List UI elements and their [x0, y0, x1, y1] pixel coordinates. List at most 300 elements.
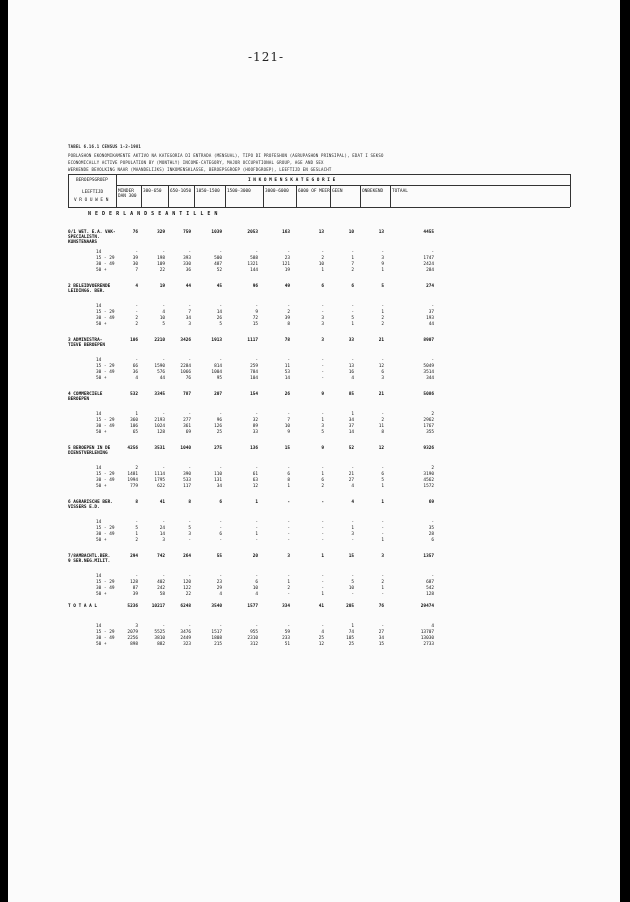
data-cell: - — [287, 592, 290, 597]
data-cell: 3 — [188, 322, 191, 327]
data-cell: - — [321, 520, 324, 525]
data-cell: 5 — [351, 580, 354, 585]
header-line: WERKENDE BEVOLKING NAAR (MAANDELIJKS) INKOMENSKLASSE, BEROEPSGROEP (HOOFDGROEP), LEEFTIJD EN GESLACHT — [68, 167, 332, 172]
data-cell: 6 — [381, 370, 384, 375]
age-label: 30 - 49 — [96, 262, 115, 267]
group-label: 9 SER.NEG.MILIT. — [68, 559, 111, 564]
data-cell: - — [188, 624, 191, 629]
data-cell: - — [219, 538, 222, 543]
data-cell: 22 — [159, 268, 165, 273]
total-cell: 44 — [185, 284, 191, 289]
data-cell: 3 — [381, 256, 384, 261]
data-cell: 4 — [255, 592, 258, 597]
data-cell: 69 — [185, 430, 191, 435]
data-cell: 2 — [381, 316, 384, 321]
page-number: -121- — [248, 50, 285, 64]
data-cell: 10 — [348, 586, 354, 591]
data-cell: - — [162, 358, 165, 363]
data-cell: 1 — [381, 538, 384, 543]
data-cell: 21 — [348, 472, 354, 477]
data-cell: 193 — [426, 316, 434, 321]
data-cell: 233 — [282, 636, 290, 641]
data-cell: 27 — [348, 478, 354, 483]
data-cell: 1808 — [211, 636, 222, 641]
age-label: 15 - 29 — [96, 418, 115, 423]
data-cell: 1 — [351, 526, 354, 531]
total-cell: 8 — [188, 500, 191, 505]
data-cell: 330 — [183, 262, 191, 267]
column-head: LEEFTIJD — [82, 190, 104, 195]
data-cell: 784 — [250, 370, 258, 375]
total-cell: 2053 — [247, 230, 258, 235]
total-cell: 85 — [348, 392, 354, 397]
data-cell: 61 — [252, 472, 258, 477]
data-cell: 59 — [284, 630, 290, 635]
data-cell: - — [188, 412, 191, 417]
total-cell: 1357 — [423, 554, 434, 559]
data-cell: - — [162, 466, 165, 471]
data-cell: 121 — [282, 262, 290, 267]
total-cell: 76 — [378, 604, 384, 609]
data-cell: 3 — [351, 532, 354, 537]
data-cell: - — [135, 574, 138, 579]
data-cell: - — [255, 304, 258, 309]
total-cell: 2210 — [154, 338, 165, 343]
data-cell: - — [321, 250, 324, 255]
data-cell: - — [162, 574, 165, 579]
total-cell: 1 — [255, 500, 258, 505]
data-cell: 5 — [351, 316, 354, 321]
data-cell: 284 — [426, 268, 434, 273]
data-cell: 2 — [431, 466, 434, 471]
data-cell: - — [321, 532, 324, 537]
group-label: 6 AGRARISCHE BER. — [68, 500, 113, 505]
group-label: 3 ADMINISTRA- — [68, 338, 103, 343]
data-cell: - — [287, 526, 290, 531]
data-cell: 5 — [219, 322, 222, 327]
data-cell: - — [287, 358, 290, 363]
data-cell: 955 — [250, 630, 258, 635]
total-cell: 4256 — [127, 446, 138, 451]
total-cell: 6248 — [180, 604, 191, 609]
header-line: TABEL 6.16.1 CENSUS 1-2-1981 — [68, 144, 142, 149]
total-cell: 334 — [282, 604, 290, 609]
data-cell: - — [381, 526, 384, 531]
data-cell: 23 — [216, 580, 222, 585]
data-cell: 622 — [157, 484, 165, 489]
data-cell: 10 — [318, 262, 324, 267]
data-cell: - — [188, 574, 191, 579]
rule-line — [68, 174, 69, 207]
total-cell: 8907 — [423, 338, 434, 343]
data-cell: - — [381, 532, 384, 537]
column-header: 6000 OF MEER — [298, 189, 330, 194]
rule-line — [296, 185, 297, 207]
data-cell: 131 — [214, 478, 222, 483]
column-header: 1050-1500 — [196, 189, 220, 194]
total-cell: 6 — [321, 284, 324, 289]
data-cell: 3190 — [423, 472, 434, 477]
age-label: 50 + — [96, 484, 107, 489]
total-cell: 55 — [216, 554, 222, 559]
rule-line — [570, 174, 571, 207]
data-cell: 7 — [351, 262, 354, 267]
data-cell: - — [162, 520, 165, 525]
data-cell: 12 — [318, 642, 324, 647]
data-cell: 3 — [321, 322, 324, 327]
data-cell: - — [162, 250, 165, 255]
data-cell: 128 — [130, 580, 138, 585]
data-cell: - — [381, 466, 384, 471]
data-cell: 402 — [157, 580, 165, 585]
data-cell: - — [321, 310, 324, 315]
total-cell: 1577 — [247, 604, 258, 609]
data-cell: 10 — [159, 316, 165, 321]
total-cell: 1039 — [211, 230, 222, 235]
data-cell: 1024 — [154, 424, 165, 429]
total-cell: 15 — [348, 554, 354, 559]
data-cell: 9 — [381, 262, 384, 267]
total-cell: 10 — [348, 230, 354, 235]
data-cell: 1 — [351, 322, 354, 327]
data-cell: 355 — [426, 430, 434, 435]
group-label: 2 BELEIDVOERENDE — [68, 284, 111, 289]
total-cell: 1 — [321, 554, 324, 559]
age-label: 50 + — [96, 592, 107, 597]
data-cell: - — [287, 304, 290, 309]
data-cell: 37 — [428, 310, 434, 315]
data-cell: - — [135, 520, 138, 525]
data-cell: - — [135, 304, 138, 309]
data-cell: 14 — [216, 310, 222, 315]
group-label: VISSERS E.D. — [68, 505, 100, 510]
total-cell: 106 — [130, 338, 138, 343]
data-cell: 312 — [250, 642, 258, 647]
data-cell: 34 — [348, 418, 354, 423]
data-cell: 5 — [321, 430, 324, 435]
data-cell: 2284 — [180, 364, 191, 369]
total-cell: 3 — [381, 554, 384, 559]
total-cell: 5 — [381, 284, 384, 289]
rule-line — [330, 185, 331, 207]
data-cell: 37 — [348, 424, 354, 429]
total-cell: 9 — [321, 392, 324, 397]
data-cell: - — [135, 250, 138, 255]
data-cell: - — [351, 304, 354, 309]
data-cell: 361 — [183, 424, 191, 429]
group-label: 5 BEROEPEN IN DE — [68, 446, 111, 451]
data-cell: - — [188, 538, 191, 543]
data-cell: 277 — [183, 418, 191, 423]
total-cell: 13 — [378, 230, 384, 235]
data-cell: 242 — [157, 586, 165, 591]
data-cell: - — [255, 526, 258, 531]
rule-line — [116, 185, 570, 186]
total-cell: 15 — [284, 446, 290, 451]
data-cell: 24 — [159, 526, 165, 531]
data-cell: 3476 — [180, 630, 191, 635]
data-cell: 2 — [381, 418, 384, 423]
total-cell: 76 — [132, 230, 138, 235]
rule-line — [263, 185, 264, 207]
data-cell: 12 — [378, 364, 384, 369]
data-cell: 4 — [351, 484, 354, 489]
data-cell: - — [135, 310, 138, 315]
data-cell: 2 — [135, 466, 138, 471]
data-cell: 2 — [351, 268, 354, 273]
age-label: 14 — [96, 412, 102, 417]
rule-line — [116, 174, 117, 207]
data-cell: 5 — [381, 478, 384, 483]
data-cell: 1 — [135, 532, 138, 537]
age-label: 14 — [96, 624, 102, 629]
group-label: BEROEPEN — [68, 397, 90, 402]
data-cell: 2 — [321, 484, 324, 489]
age-label: 15 - 29 — [96, 630, 115, 635]
data-cell: - — [287, 532, 290, 537]
data-cell: - — [321, 624, 324, 629]
total-cell: 294 — [130, 554, 138, 559]
data-cell: 11 — [284, 364, 290, 369]
data-cell: 1 — [287, 484, 290, 489]
total-cell: 3531 — [154, 446, 165, 451]
total-cell: 759 — [183, 230, 191, 235]
data-cell: - — [431, 304, 434, 309]
data-cell: 19 — [284, 268, 290, 273]
data-cell: 13707 — [420, 630, 434, 635]
column-header: TOTAAL — [392, 189, 408, 194]
age-label: 14 — [96, 304, 102, 309]
data-cell: 6 — [321, 478, 324, 483]
data-cell: 3810 — [154, 636, 165, 641]
age-label: 15 - 29 — [96, 472, 115, 477]
data-cell: 360 — [130, 418, 138, 423]
data-cell: 10 — [284, 424, 290, 429]
data-cell: 9 — [255, 310, 258, 315]
data-cell: 65 — [132, 430, 138, 435]
data-cell: 2079 — [127, 630, 138, 635]
rule-line — [168, 185, 169, 207]
data-cell: 35 — [428, 526, 434, 531]
age-label: 30 - 49 — [96, 316, 115, 321]
data-cell: 44 — [159, 376, 165, 381]
data-cell: 36 — [185, 268, 191, 273]
age-label: 14 — [96, 250, 102, 255]
total-cell: 1 — [381, 500, 384, 505]
age-label: 15 - 29 — [96, 364, 115, 369]
total-cell: 274 — [426, 284, 434, 289]
data-cell: - — [135, 358, 138, 363]
data-cell: 106 — [130, 424, 138, 429]
data-cell: - — [287, 520, 290, 525]
data-cell: 1 — [321, 418, 324, 423]
group-label: 7/8AMBACHTL.BER. — [68, 554, 111, 559]
data-cell: 487 — [214, 262, 222, 267]
total-cell: 8 — [135, 500, 138, 505]
data-cell: 2310 — [247, 636, 258, 641]
data-cell: 3 — [321, 316, 324, 321]
total-cell: 4 — [135, 284, 138, 289]
data-cell: 13 — [348, 364, 354, 369]
data-cell: - — [381, 304, 384, 309]
data-cell: - — [351, 574, 354, 579]
data-cell: 1795 — [154, 478, 165, 483]
data-cell: - — [321, 304, 324, 309]
data-cell: 4 — [162, 310, 165, 315]
rule-line — [141, 185, 142, 207]
data-cell: 5 — [162, 322, 165, 327]
total-cell: 154 — [250, 392, 258, 397]
data-cell: 3514 — [423, 370, 434, 375]
data-cell: 2733 — [423, 642, 434, 647]
total-cell: 3 — [321, 338, 324, 343]
data-cell: 1 — [321, 592, 324, 597]
data-cell: 39 — [284, 316, 290, 321]
data-cell: 16 — [348, 370, 354, 375]
data-cell: 215 — [214, 642, 222, 647]
age-label: 50 + — [96, 430, 107, 435]
data-cell: 5 — [188, 526, 191, 531]
data-cell: 122 — [183, 586, 191, 591]
data-cell: 6 — [287, 472, 290, 477]
data-cell: - — [162, 412, 165, 417]
data-cell: 120 — [183, 580, 191, 585]
total-cell: 13 — [318, 230, 324, 235]
column-header: ONBEKEND — [362, 189, 384, 194]
data-cell: 344 — [426, 376, 434, 381]
data-cell: 1 — [381, 268, 384, 273]
data-cell: - — [188, 304, 191, 309]
rule-line — [68, 207, 570, 208]
total-cell: 3426 — [180, 338, 191, 343]
data-cell: 882 — [157, 642, 165, 647]
total-cell: 207 — [214, 392, 222, 397]
data-cell: - — [321, 526, 324, 531]
data-cell: - — [351, 310, 354, 315]
data-cell: - — [287, 412, 290, 417]
data-cell: 1 — [351, 412, 354, 417]
data-cell: - — [431, 250, 434, 255]
data-cell: 23 — [284, 256, 290, 261]
total-cell: 4455 — [423, 230, 434, 235]
data-cell: 52 — [216, 268, 222, 273]
data-cell: - — [219, 520, 222, 525]
data-cell: 390 — [183, 472, 191, 477]
data-cell: 104 — [250, 376, 258, 381]
age-label: 30 - 49 — [96, 424, 115, 429]
data-cell: - — [321, 376, 324, 381]
total-cell: 21 — [378, 338, 384, 343]
group-label: SPECIALISTN. — [68, 235, 100, 240]
data-cell: 8 — [381, 430, 384, 435]
data-cell: 5049 — [423, 364, 434, 369]
data-cell: 39 — [132, 256, 138, 261]
data-cell: 33 — [252, 430, 258, 435]
rule-line — [360, 185, 361, 207]
total-cell: 163 — [282, 230, 290, 235]
data-cell: 63 — [252, 478, 258, 483]
total-cell: 742 — [157, 554, 165, 559]
age-label: 50 + — [96, 322, 107, 327]
age-label: 14 — [96, 466, 102, 471]
data-cell: - — [351, 250, 354, 255]
total-cell: 4 — [351, 500, 354, 505]
data-cell: 3 — [162, 538, 165, 543]
age-label: 30 - 49 — [96, 532, 115, 537]
data-cell: 144 — [250, 268, 258, 273]
data-cell: 117 — [183, 484, 191, 489]
data-cell: 2193 — [154, 418, 165, 423]
data-cell: 87 — [132, 586, 138, 591]
total-cell: 96 — [252, 284, 258, 289]
data-cell: 1 — [381, 586, 384, 591]
data-cell: 34 — [378, 636, 384, 641]
data-cell: 1 — [381, 310, 384, 315]
age-label: 15 - 29 — [96, 526, 115, 531]
total-cell: 205 — [346, 604, 354, 609]
column-header: 300-650 — [143, 189, 162, 194]
total-cell: 12 — [378, 446, 384, 451]
rule-line — [68, 174, 570, 175]
data-cell: - — [287, 574, 290, 579]
age-label: 15 - 29 — [96, 310, 115, 315]
data-cell: - — [321, 358, 324, 363]
data-cell: - — [321, 370, 324, 375]
region-title: N E D E R L A N D S E A N T I L L E N — [88, 211, 218, 217]
total-cell: 3345 — [154, 392, 165, 397]
data-cell: - — [431, 520, 434, 525]
data-cell: - — [219, 624, 222, 629]
data-cell: 533 — [183, 478, 191, 483]
age-label: 15 - 29 — [96, 256, 115, 261]
total-cell: 49 — [284, 284, 290, 289]
data-cell: - — [255, 358, 258, 363]
data-cell: 1994 — [127, 478, 138, 483]
data-cell: 89 — [252, 424, 258, 429]
total-cell: 45 — [216, 284, 222, 289]
data-cell: - — [219, 304, 222, 309]
data-cell: - — [219, 466, 222, 471]
data-cell: 126 — [214, 424, 222, 429]
data-cell: 4562 — [423, 478, 434, 483]
data-cell: - — [255, 520, 258, 525]
total-cell: 41 — [159, 500, 165, 505]
data-cell: 323 — [183, 642, 191, 647]
data-cell: 25 — [216, 430, 222, 435]
data-cell: - — [287, 250, 290, 255]
data-cell: - — [287, 624, 290, 629]
data-cell: 1747 — [423, 256, 434, 261]
data-cell: 6 — [381, 472, 384, 477]
data-cell: 3 — [381, 376, 384, 381]
data-cell: 109 — [157, 262, 165, 267]
data-cell: 95 — [216, 376, 222, 381]
column-head: BEROEPSGROEP — [76, 178, 108, 183]
data-cell: 5 — [135, 526, 138, 531]
data-cell: 1321 — [247, 262, 258, 267]
data-cell: 1 — [351, 624, 354, 629]
header-line: ECONOMICALLY ACTIVE POPULATION BY (MONTHLY) INCOME-CATEGORY, MAJOR OCCUPATIONAL GROUP, AGE AND SEX — [68, 160, 324, 165]
data-cell: 25 — [318, 636, 324, 641]
data-cell: 1066 — [180, 370, 191, 375]
data-cell: - — [321, 364, 324, 369]
age-label: 30 - 49 — [96, 586, 115, 591]
age-label: 14 — [96, 574, 102, 579]
age-label: 15 - 29 — [96, 580, 115, 585]
data-cell: 259 — [250, 364, 258, 369]
data-cell: 66 — [132, 364, 138, 369]
data-cell: 74 — [348, 630, 354, 635]
